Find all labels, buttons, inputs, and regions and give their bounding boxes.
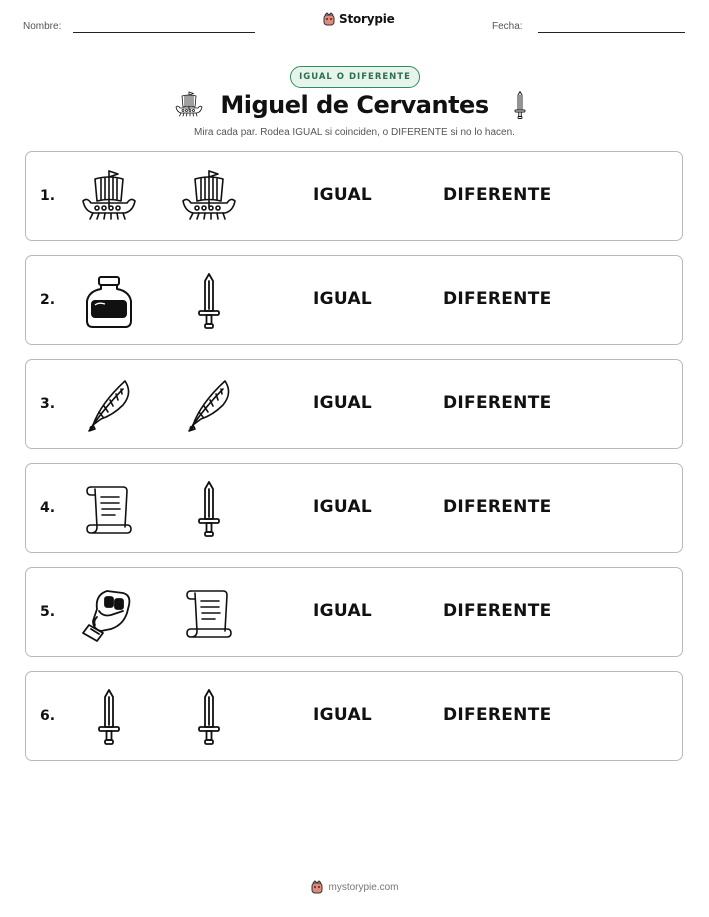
option-igual[interactable]: IGUAL bbox=[313, 601, 373, 621]
option-igual[interactable]: IGUAL bbox=[313, 497, 373, 517]
exercise-row bbox=[25, 151, 683, 241]
brand-logo bbox=[322, 12, 395, 26]
storypie-mascot-icon bbox=[322, 12, 336, 26]
inkwell-icon bbox=[79, 271, 139, 331]
sword-icon bbox=[79, 687, 139, 747]
option-diferente[interactable]: DIFERENTE bbox=[443, 497, 552, 517]
instructions: Mira cada par. Rodea IGUAL si coinciden, o DIFERENTE si no lo hacen. bbox=[194, 127, 515, 138]
option-igual[interactable]: IGUAL bbox=[313, 185, 373, 205]
ship-icon bbox=[174, 90, 204, 120]
option-igual[interactable]: IGUAL bbox=[313, 289, 373, 309]
date-label: Fecha: bbox=[492, 21, 523, 32]
exercise-row bbox=[25, 463, 683, 553]
row-number: 5. bbox=[40, 604, 56, 620]
exercise-row bbox=[25, 359, 683, 449]
option-diferente[interactable]: DIFERENTE bbox=[443, 185, 552, 205]
gauntlet-icon bbox=[79, 583, 139, 643]
option-igual[interactable]: IGUAL bbox=[313, 393, 373, 413]
exercise-row bbox=[25, 255, 683, 345]
quill-icon bbox=[179, 375, 239, 435]
quill-icon bbox=[79, 375, 139, 435]
row-number: 1. bbox=[40, 188, 56, 204]
ship-icon bbox=[79, 167, 139, 227]
ship-icon bbox=[179, 167, 239, 227]
storypie-mascot-icon bbox=[310, 880, 324, 894]
footer-site: mystorypie.com bbox=[328, 881, 399, 893]
name-label: Nombre: bbox=[23, 21, 62, 32]
option-diferente[interactable]: DIFERENTE bbox=[443, 393, 552, 413]
sword-icon bbox=[179, 479, 239, 539]
exercise-row bbox=[25, 567, 683, 657]
sword-icon bbox=[505, 90, 535, 120]
brand-name: Storypie bbox=[339, 12, 395, 26]
scroll-icon bbox=[79, 479, 139, 539]
row-number: 3. bbox=[40, 396, 56, 412]
option-igual[interactable]: IGUAL bbox=[313, 705, 373, 725]
title-row bbox=[0, 90, 709, 120]
footer bbox=[0, 880, 709, 894]
worksheet-type-badge: IGUAL O DIFERENTE bbox=[290, 66, 420, 88]
row-number: 4. bbox=[40, 500, 56, 516]
exercise-row bbox=[25, 671, 683, 761]
page-title: Miguel de Cervantes bbox=[220, 91, 489, 119]
option-diferente[interactable]: DIFERENTE bbox=[443, 289, 552, 309]
name-field[interactable] bbox=[73, 32, 255, 33]
row-number: 6. bbox=[40, 708, 56, 724]
row-number: 2. bbox=[40, 292, 56, 308]
scroll-icon bbox=[179, 583, 239, 643]
option-diferente[interactable]: DIFERENTE bbox=[443, 601, 552, 621]
sword-icon bbox=[179, 271, 239, 331]
option-diferente[interactable]: DIFERENTE bbox=[443, 705, 552, 725]
sword-icon bbox=[179, 687, 239, 747]
date-field[interactable] bbox=[538, 32, 685, 33]
